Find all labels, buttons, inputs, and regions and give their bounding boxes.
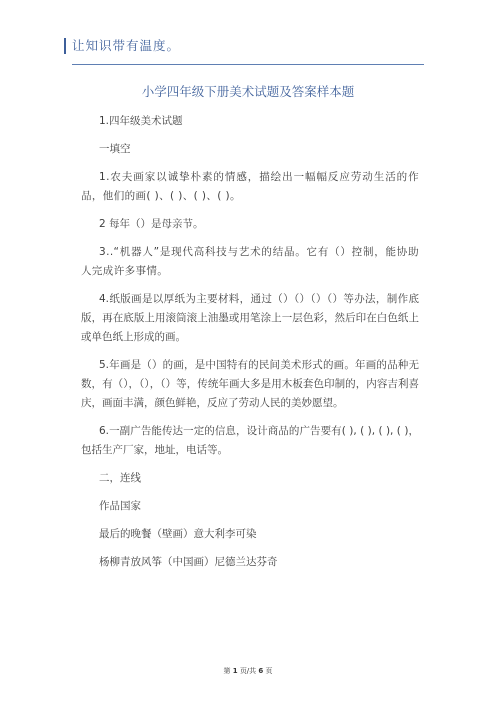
page-footer: [0, 666, 496, 676]
footer-total-pages: 6: [258, 667, 264, 675]
matching-item: 最后的晚餐（壁画）意大利李可染: [99, 528, 257, 540]
document-title: 小学四年级下册美术试题及答案样本题: [141, 84, 355, 99]
question-4: 4.纸版画是以厚纸为主要材料，通过（）（）（）（）等办法，制作底版，再在底版上用滚筒滚上油墨或用笔涂上一层色彩，然后印在白色纸上或单色纸上形成的画。: [81, 293, 419, 343]
question-3: 3..“机器人”是现代高科技与艺术的结晶。它有（）控制，能协助人完成许多事情。: [81, 246, 419, 277]
section-subheading: 一填空: [99, 143, 131, 155]
footer-current-page: 1: [232, 667, 238, 675]
footer-suffix: 页: [265, 667, 273, 675]
question-2: 2 每年（）是母亲节。: [99, 218, 204, 230]
section-heading: 1.四年级美术试题: [99, 115, 183, 127]
header-slogan: 让知识带有温度。: [72, 38, 181, 53]
header-divider: [72, 64, 424, 65]
section-heading-matching: 二，连线: [99, 472, 141, 484]
matching-item: 杨柳青放风筝（中国画）尼德兰达芬奇: [99, 556, 278, 568]
matching-header: 作品国家: [99, 500, 141, 512]
footer-separator: 页/共: [239, 667, 257, 675]
question-1: 1.农夫画家以诚挚朴素的情感，描绘出一幅幅反应劳动生活的作品，他们的画( )、( )、( )、( )。: [81, 171, 419, 202]
header-accent-bar: [64, 38, 66, 54]
document-body: [81, 112, 419, 572]
question-6: 6.一副广告能传达一定的信息，设计商品的广告要有( ), ( ), ( ), ( )，包括生产厂家，地址，电话等。: [81, 425, 419, 456]
question-5: 5.年画是（）的画，是中国特有的民间美术形式的画。年画的品种无数，有（），（），（）等，传统年画大多是用木板套色印制的，内容吉利喜庆，画面丰满，颜色鲜艳，反应了劳动人民的美妙愿望。: [81, 359, 419, 409]
footer-prefix: 第: [223, 667, 231, 675]
